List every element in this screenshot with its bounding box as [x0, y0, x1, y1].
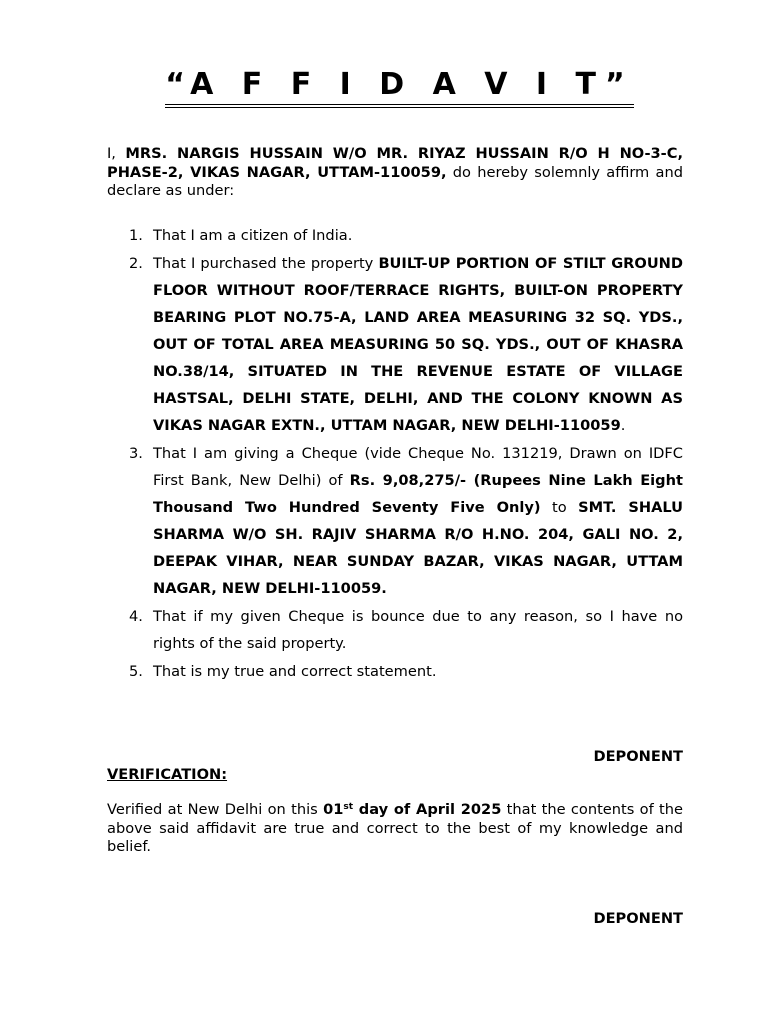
item-text: That I am a citizen of India. [153, 227, 353, 244]
date-suffix: st [343, 802, 354, 812]
deponent-details: MRS. NARGIS HUSSAIN W/O MR. RIYAZ HUSSAIN R/O H NO-3-C, PHASE-2, VIKAS NAGAR, UTTAM-110059, [107, 145, 683, 181]
title-wrap [107, 68, 683, 108]
list-item [107, 250, 683, 439]
item-number: 2. [129, 255, 143, 272]
verification-date [323, 801, 501, 818]
item-number: 1. [129, 227, 143, 244]
property-description: BUILT-UP PORTION OF STILT GROUND FLOOR WITHOUT ROOF/TERRACE RIGHTS, BUILT-ON PROPERTY BEARING PLOT NO.75-A, LAND AREA MEASURING 32 SQ. YDS., OUT OF TOTAL AREA MEASURING 50 SQ. YDS., OUT OF KHASRA NO.38/14, SITUATED IN THE REVENUE ESTATE OF VILLAGE HASTSAL, DELHI STATE, DELHI, AND THE COLONY KNOWN AS VIKAS NAGAR EXTN., UTTAM NAGAR, NEW DELHI-110059 [153, 255, 683, 434]
declaration-list [107, 222, 683, 686]
date-rest: day of April 2025 [353, 801, 502, 818]
list-item [107, 440, 683, 602]
verification-heading: VERIFICATION: [107, 766, 228, 783]
intro-suffix: do hereby solemnly affirm and declare as under: [107, 163, 683, 199]
item-text-middle: to [540, 499, 579, 516]
payee-details: SMT. SHALU SHARMA W/O SH. RAJIV SHARMA R/O H.NO. 204, GALI NO. 2, DEEPAK VIHAR, NEAR SUNDAY BAZAR, VIKAS NAGAR, UTTAM NAGAR, NEW DELHI-110059. [153, 499, 683, 597]
verification-paragraph [107, 801, 683, 857]
verification-text-end: that the contents of the above said affidavit are true and correct to the best of my knowledge and belief. [107, 801, 683, 855]
deponent-signature-label-verification: DEPONENT [593, 910, 683, 927]
intro-paragraph [107, 145, 683, 201]
list-item [107, 658, 683, 685]
deponent-signature-label: DEPONENT [593, 748, 683, 765]
date-day: 01 [323, 801, 344, 818]
item-number: 5. [129, 663, 143, 680]
item-text: That I am giving a Cheque (vide Cheque No. 131219, Drawn on IDFC First Bank, New Delhi) of [153, 445, 683, 489]
item-number: 4. [129, 608, 143, 625]
item-text: That is my true and correct statement. [153, 663, 437, 680]
item-text-end: . [620, 417, 626, 434]
item-text: That I purchased the property [153, 255, 379, 272]
intro-prefix: I, [107, 145, 126, 162]
cheque-amount: Rs. 9,08,275/- (Rupees Nine Lakh Eight Thousand Two Hundred Seventy Five Only) [153, 472, 683, 516]
item-number: 3. [129, 445, 143, 462]
document-title: “A F F I D A V I T” [165, 68, 633, 108]
verification-text-start: Verified at New Delhi on this [107, 801, 324, 818]
item-text: That if my given Cheque is bounce due to any reason, so I have no rights of the said property. [153, 608, 683, 652]
affidavit-page [107, 0, 683, 1024]
list-item [107, 222, 683, 249]
list-item [107, 603, 683, 657]
